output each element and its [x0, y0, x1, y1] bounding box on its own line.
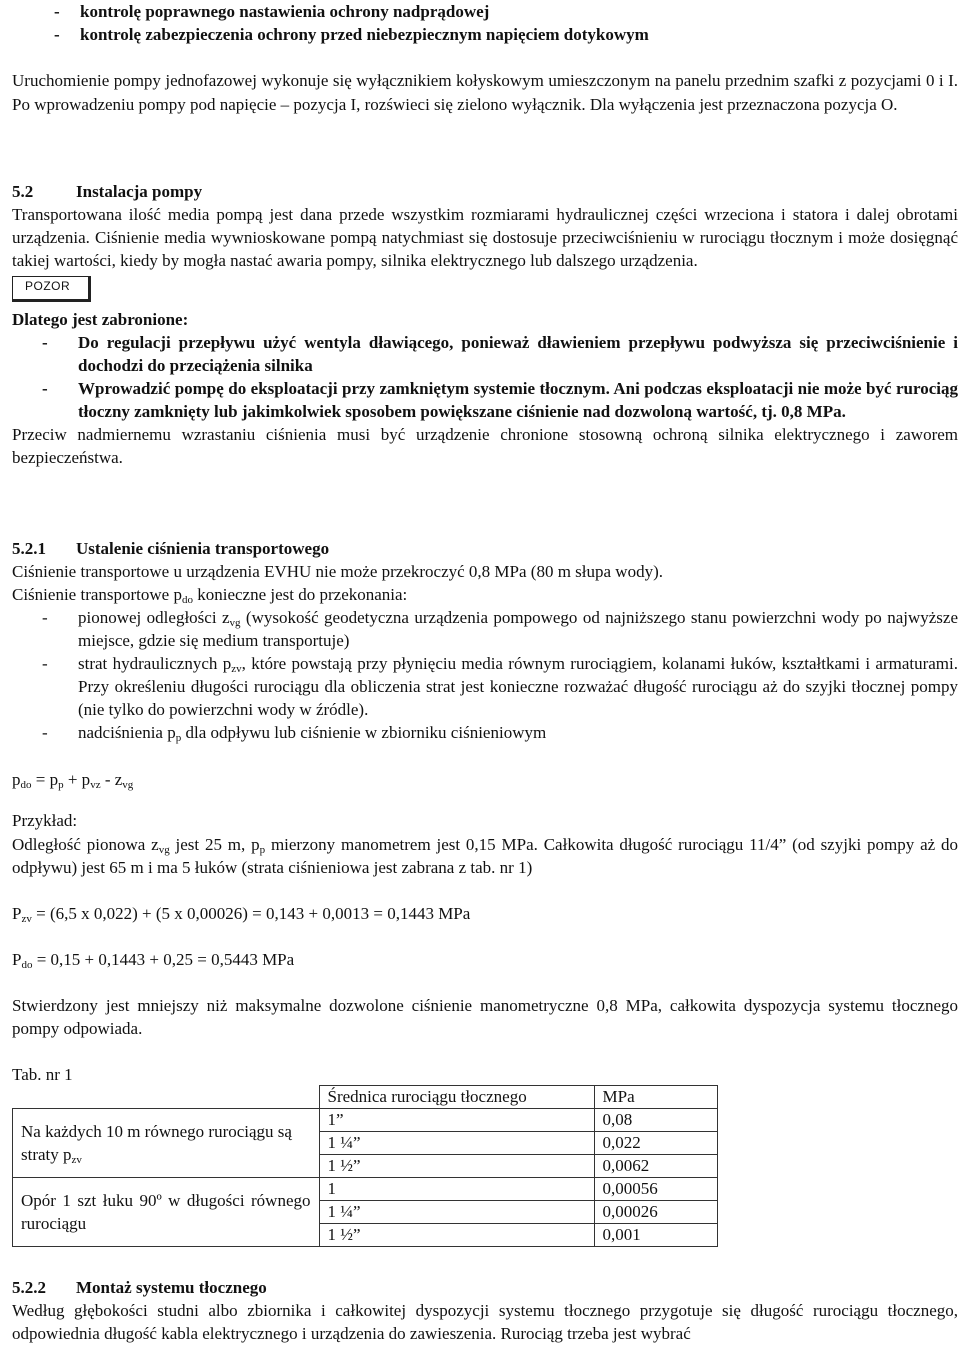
subscript: vg: [158, 844, 170, 856]
subscript: zv: [71, 1154, 82, 1166]
pressure-loss-table: [12, 1085, 718, 1247]
section-5-2-2: [12, 1276, 958, 1345]
table-cell: 1”: [319, 1109, 594, 1132]
text: pionowej odległości z: [78, 608, 230, 627]
section-number: 5.2.1: [12, 539, 46, 558]
subscript: do: [21, 959, 33, 971]
table-cell: 1: [319, 1178, 594, 1201]
text: , które powstają przy płynięciu media równym rurociągiem, kolanami łuków, kształtkami i armaturami. Przy określeniu długości rurociągu dla obliczenia strat jest konieczne rozważać długość rurociągu aż do szyjki tłocznej pompy (nie tylko do powierzchni wody w źródle).: [78, 654, 958, 719]
list-item: - strat hydraulicznych $p_{zv}$, które powstają przy płynięciu media równym rurociągiem, kolanami łuków, kształtkami i armaturami. Przy określeniu długości rurociągu dla obliczenia strat jest konieczne rozważać długość rurociągu aż do szyjki tłocznej pompy (nie tylko do powierzchni wody w źródle).: [42, 654, 958, 719]
section-heading: [12, 1276, 958, 1299]
list-item-text: Wprowadzić pompę do eksploatacji przy zamkniętym systemie tłocznym. Ani podczas eksploatacji nie może być rurociąg tłoczny zamknięty lub jakimkolwiek sposobem powiększane ciśnienie nad dozwoloną wartość, tj. 0,8 MPa.: [78, 379, 958, 421]
forbidden-heading: Dlatego jest zabronione:: [12, 310, 189, 329]
subscript: p: [259, 844, 266, 856]
top-list: [12, 0, 958, 46]
section-title: Instalacja pompy: [76, 182, 203, 201]
section-after: Przeciw nadmiernemu wzrastaniu ciśnienia musi być urządzenie chronione stosowną ochroną silnika elektrycznego i zaworem bezpieczeństwa.: [12, 425, 958, 467]
table-header: Średnica rurociągu tłocznego: [319, 1086, 594, 1109]
text: p: [12, 770, 21, 789]
text: dla odpływu lub ciśnienie w zbiorniku ciśnieniowym: [181, 723, 547, 742]
table-cell-empty: [13, 1086, 320, 1109]
table-cell: 1 ½”: [319, 1155, 594, 1178]
text: + p: [63, 770, 91, 789]
list-item: - Wprowadzić pompę do eksploatacji przy zamkniętym systemie tłocznym. Ani podczas eksploatacji nie może być rurociąg tłoczny zamknięty lub jakimkolwiek sposobem powiększane ciśnienie nad dozwoloną wartość, tj. 0,8 MPa.: [42, 379, 958, 421]
table-cell: 1 ¼”: [319, 1132, 594, 1155]
warning-label: POZOR: [12, 276, 91, 302]
table-cell: 0,08: [594, 1109, 718, 1132]
subscript: vz: [90, 779, 101, 791]
list-item-text: kontrolę poprawnego nastawienia ochrony nadprądowej: [80, 2, 490, 21]
section-body: Według głębokości studni albo zbiornika i całkowitej dyspozycji systemu tłocznego przygotuje się długość rurociągu tłocznego, odpowiednia długość kabla elektrycznego i urządzenia do zawieszenia. Rurociąg trzeba jest wybrać: [12, 1301, 958, 1343]
text: P: [12, 950, 22, 969]
section-heading: [12, 537, 958, 560]
list-item: - kontrolę zabezpieczenia ochrony przed niebezpiecznym napięciem dotykowym: [54, 25, 649, 44]
section-number: 5.2: [12, 182, 34, 201]
subscript: p: [58, 779, 64, 791]
subscript: p: [175, 732, 182, 744]
section-5-2-1: [12, 537, 958, 744]
table-row: [13, 1086, 718, 1109]
text: Odległość pionowa z: [12, 835, 159, 854]
example-heading: Przykład:: [12, 811, 78, 830]
table-cell: 0,00026: [594, 1201, 718, 1224]
section-title: Ustalenie ciśnienia transportowego: [76, 539, 330, 558]
section-title: Montaż systemu tłocznego: [76, 1278, 267, 1297]
list-item: - pionowej odległości $z_{vg}$ (wysokość geodetyczna urządzenia pompowego od najniższego stanu powierzchni wody po najwyższe miejsce, gdzie się medium transportuje): [42, 608, 958, 650]
text: nadciśnienia p: [78, 723, 176, 742]
table-cell: 1 ¼”: [319, 1201, 594, 1224]
calculation-pdo: [12, 948, 294, 971]
table-cell: 1 ½”: [319, 1224, 594, 1247]
table-cell: 0,022: [594, 1132, 718, 1155]
table-cell: 0,00056: [594, 1178, 718, 1201]
subscript: do: [181, 594, 193, 606]
text: Ciśnienie transportowe p: [12, 585, 182, 604]
example-text: [12, 833, 958, 879]
text: konieczne jest do przekonania:: [192, 585, 408, 604]
text-line: Ciśnienie transportowe u urządzenia EVHU nie może przekroczyć 0,8 MPa (80 m słupa wody).: [12, 562, 663, 581]
section-heading: [12, 180, 958, 203]
table-cell: 0,001: [594, 1224, 718, 1247]
list-item: - Do regulacji przepływu użyć wentyla dławiącego, ponieważ dławieniem przepływu podwyższa się przeciwciśnienie i dochodzi do przeciążenia silnika: [42, 333, 958, 375]
subscript: zv: [231, 663, 242, 675]
subscript: vg: [229, 617, 241, 629]
text: Na każdych 10 m równego rurociągu są straty p: [21, 1122, 292, 1164]
subscript: do: [20, 779, 32, 791]
start-paragraph: Uruchomienie pompy jednofazowej wykonuje się wyłącznikiem kołyskowym umieszczonym na panelu przednim szafki z pozycjami 0 i I. Po wprowadzeniu pompy pod napięcie – pozycja I, rozświeci się zielono wyłącznik. Dla wyłączenia jest przeznaczona pozycja O.: [12, 71, 958, 114]
section-number: 5.2.2: [12, 1278, 46, 1297]
text-line: [12, 583, 958, 606]
table-header: MPa: [594, 1086, 718, 1109]
text: (wysokość geodetyczna urządzenia pompowego od najniższego stanu powierzchni wody po najwyższe miejsce, gdzie się medium transportuje): [78, 608, 958, 650]
text: = 0,15 + 0,1443 + 0,25 = 0,5443 MPa: [32, 950, 295, 969]
calculation-pzv: [12, 902, 470, 925]
table-cell: 0,0062: [594, 1155, 718, 1178]
text: strat hydraulicznych p: [78, 654, 232, 673]
table-caption: Tab. nr 1: [12, 1065, 73, 1084]
list-item: - nadciśnienia $p_p$ dla odpływu lub ciśnienie w zbiorniku ciśnieniowym: [42, 723, 547, 744]
list-item: - kontrolę poprawnego nastawienia ochrony nadprądowej: [54, 2, 490, 21]
table-group-label: [13, 1109, 320, 1178]
section-body: Transportowana ilość media pompą jest dana przede wszystkim rozmiarami hydraulicznej części wrzeciona i statora i dalej obrotami urządzenia. Ciśnienie media wywnioskowane pompą natychmiast się dostosuje przeciwciśnieniu w rurociągu tłocznym i może dosięgnąć takiej wartości, kiedy by mogła nastać awaria pompy, silnika elektrycznego lub dalszego urządzenia.: [12, 205, 958, 270]
formula: [12, 768, 133, 791]
conclusion: Stwierdzony jest mniejszy niż maksymalne dozwolone ciśnienie manometryczne 0,8 MPa, całkowita dyspozycja systemu tłocznego pompy odpowiada.: [12, 996, 958, 1038]
subscript: vg: [122, 779, 134, 791]
text: = p: [31, 770, 59, 789]
section-5-2: [12, 180, 958, 469]
list-item-text: Do regulacji przepływu użyć wentyla dławiącego, ponieważ dławieniem przepływu podwyższa się przeciwciśnienie i dochodzi do przeciążenia silnika: [78, 333, 958, 375]
table-row: [13, 1109, 718, 1132]
table-row: [13, 1178, 718, 1201]
text: mierzony manometrem jest 0,15 MPa. Całkowita długość rurociągu 11/4” (od szyjki pompy aż do odpływu) jest 65 m i ma 5 łuków (strata ciśnieniowa jest zabrana z tab. nr 1): [12, 835, 958, 877]
text: - z: [100, 770, 123, 789]
text: P: [12, 904, 22, 923]
text: jest 25 m, p: [169, 835, 260, 854]
list-item-text: kontrolę zabezpieczenia ochrony przed niebezpiecznym napięciem dotykowym: [80, 25, 649, 44]
text: = (6,5 x 0,022) + (5 x 0,00026) = 0,143 + 0,0013 = 0,1443 MPa: [31, 904, 471, 923]
subscript: zv: [21, 913, 32, 925]
table-group-label: Opór 1 szt łuku 90º w długości równego rurociągu: [13, 1178, 320, 1247]
